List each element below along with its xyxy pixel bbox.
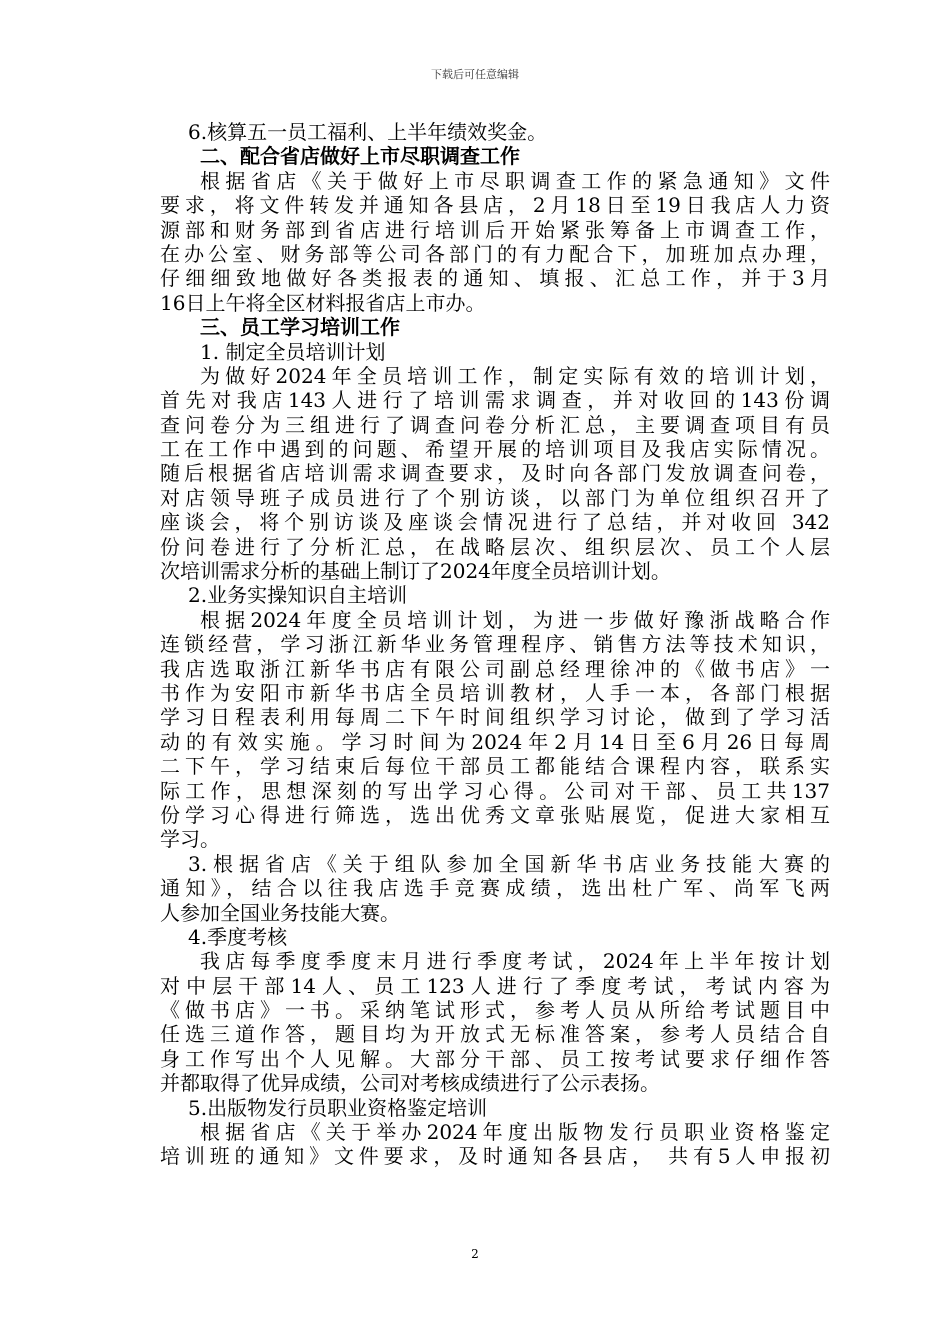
text-line: 查问卷分为三组进行了调查问卷分析汇总，主要调查项目有员 — [160, 412, 830, 437]
text-line: 随后根据省店培训需求调查要求，及时向各部门发放调查问卷， — [160, 461, 830, 486]
text-line: 对店领导班子成员进行了个别访谈，以部门为单位组织召开了 — [160, 485, 830, 510]
section-heading: 二、配合省店做好上市尽职调查工作 — [200, 144, 520, 169]
text-line: 对中层干部14人、员工123人进行了季度考试，考试内容为 — [160, 973, 830, 998]
text-line: 工在工作中遇到的问题、希望开展的培训项目及我店实际情况。 — [160, 437, 830, 462]
text-line: 我店选取浙江新华书店有限公司副总经理徐冲的《做书店》一 — [160, 656, 830, 681]
text-line: 并都取得了优异成绩，公司对考核成绩进行了公示表扬。 — [160, 1071, 660, 1096]
section-heading: 三、员工学习培训工作 — [200, 315, 400, 340]
text-line: 根据省店《关于举办2024年度出版物发行员职业资格鉴定 — [200, 1120, 830, 1145]
text-line: 为做好2024年全员培训工作，制定实际有效的培训计划， — [200, 363, 830, 388]
text-line: 仔细细致地做好各类报表的通知、填报、汇总工作，并于3月 — [160, 266, 830, 291]
text-line: 根据省店《关于做好上市尽职调查工作的紧急通知》文件 — [200, 168, 830, 193]
text-line: 6.核算五一员工福利、上半年绩效奖金。 — [188, 120, 548, 144]
text-line: 16日上午将全区材料报省店上市办。 — [160, 290, 486, 315]
text-line: 根据2024年度全员培训计划，为进一步做好豫浙战略合作 — [200, 607, 830, 632]
text-line: 源部和财务部到省店进行培训后开始紧张筹备上市调查工作， — [160, 217, 830, 242]
text-line: 3.根据省店《关于组队参加全国新华书店业务技能大赛的 — [188, 851, 830, 876]
text-line: 1. 制定全员培训计划 — [200, 339, 386, 364]
text-line: 动的有效实施。学习时间为2024年2月14日至6月26日每周 — [160, 729, 830, 754]
text-line: 要求，将文件转发并通知各县店，2月18日至19日我店人力资 — [160, 193, 830, 218]
document-body — [160, 120, 830, 1169]
text-line: 连锁经营，学习浙江新华业务管理程序、销售方法等技术知识， — [160, 632, 830, 657]
text-line: 次培训需求分析的基础上制订了2024年度全员培训计划。 — [160, 559, 671, 584]
text-line: 在办公室、财务部等公司各部门的有力配合下，加班加点办理， — [160, 241, 830, 266]
text-line: 座谈会，将个别访谈及座谈会情况进行了总结，并对收回 342 — [160, 510, 830, 535]
text-line: 身工作写出个人见解。大部分干部、员工按考试要求仔细作答 — [160, 1046, 830, 1071]
text-line: 学习。 — [160, 827, 220, 852]
text-line: 我店每季度季度末月进行季度考试，2024年上半年按计划 — [200, 949, 830, 974]
text-line: 份学习心得进行筛选，选出优秀文章张贴展览，促进大家相互 — [160, 802, 830, 827]
text-line: 二下午，学习结束后每位干部员工都能结合课程内容，联系实 — [160, 754, 830, 779]
text-line: 际工作，思想深刻的写出学习心得。公司对干部、员工共137 — [160, 778, 830, 803]
text-line: 份问卷进行了分析汇总，在战略层次、组织层次、员工个人层 — [160, 534, 830, 559]
page-number: 2 — [471, 1247, 479, 1261]
text-line: 学习日程表利用每周二下午时间组织学习讨论，做到了学习活 — [160, 705, 830, 730]
text-line: 书作为安阳市新华书店全员培训教材，人手一本，各部门根据 — [160, 680, 830, 705]
text-line: 2.业务实操知识自主培训 — [188, 583, 408, 608]
page-header: 下载后可任意编辑 — [431, 68, 519, 81]
text-line: 首先对我店143人进行了培训需求调查，并对收回的143份调 — [160, 388, 830, 413]
text-line: 通知》，结合以往我店选手竞赛成绩，选出杜广军、尚军飞两 — [160, 876, 830, 901]
text-line: 《做书店》一书。采纳笔试形式，参考人员从所给考试题目中 — [160, 998, 830, 1023]
text-line: 培训班的通知》文件要求，及时通知各县店， 共有5人申报初 — [160, 1144, 830, 1169]
text-line: 5.出版物发行员职业资格鉴定培训 — [188, 1095, 488, 1120]
text-line: 人参加全国业务技能大赛。 — [160, 900, 400, 925]
text-line: 4.季度考核 — [188, 924, 288, 949]
text-line: 任选三道作答，题目均为开放式无标准答案，参考人员结合自 — [160, 1022, 830, 1047]
